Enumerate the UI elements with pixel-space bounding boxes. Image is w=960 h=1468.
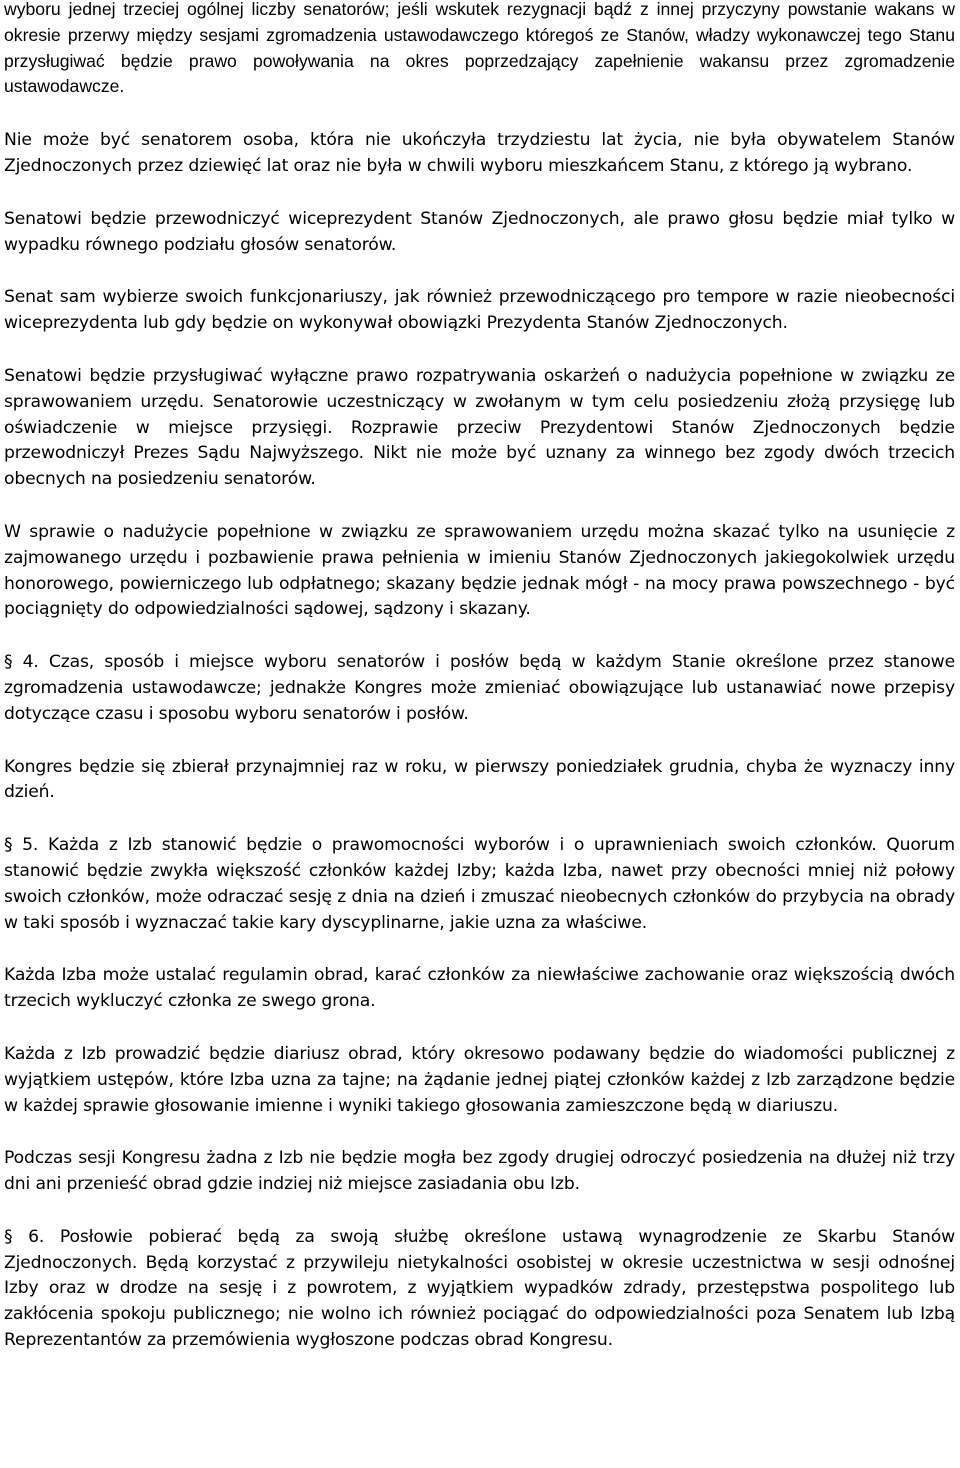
paragraph-gap (4, 100, 955, 127)
paragraph-gap (4, 1198, 955, 1225)
paragraph-gap (4, 493, 955, 520)
section-6-paragraph: § 6. Posłowie pobierać będą za swoją służbę określone ustawą wynagrodzenie ze Skarbu Stanów Zjednoczonych. Będą korzystać z przywileju nietykalności osobistej w okresie uczestnictwa w sesji odnośnej Izby oraz w drodze na sesję i z powrotem, z wyjątkiem wypadków zdrady, przestępstwa pospolitego lub zakłócenia spokoju publicznego; nie wolno ich również pociągać do odpowiedzialności poza Senatem lub Izbą Reprezentantów za przemówienia wygłoszone podczas obrad Kongresu. (4, 1226, 955, 1351)
paragraph-gap (4, 806, 955, 833)
paragraph-gap (4, 728, 955, 755)
paragraph-gap (4, 623, 955, 650)
paragraph-8: Kongres będzie się zbierał przynajmniej raz w roku, w pierwszy poniedziałek grudnia, chyba że wyznaczy inny dzień. (4, 756, 955, 803)
paragraph-4: Senat sam wybierze swoich funkcjonariuszy, jak również przewodniczącego pro tempore w razie nieobecności wiceprezydenta lub gdy będzie on wykonywał obowiązki Prezydenta Stanów Zjednoczonych. (4, 287, 955, 334)
section-5-paragraph: § 5. Każda z Izb stanowić będzie o prawomocności wyborów i o uprawnieniach swoich członków. Quorum stanowić będzie zwykła większość członków każdej Izby; każda Izba, nawet przy obecności mniej niż połowy swoich członków, może odraczać sesję z dnia na dzień i zmuszać nieobecnych członków do przybycia na obrady w taki sposób i wyznaczać takie kary dyscyplinarne, jakie uzna za właściwe. (4, 835, 955, 933)
paragraph-5: Senatowi będzie przysługiwać wyłączne prawo rozpatrywania oskarżeń o nadużycia popełnione w związku ze sprawowaniem urzędu. Senatorowie uczestniczący w zwołanym w tym celu posiedzeniu złożą przysięgę lub oświadczenie w miejsce przysięgi. Rozprawie przeciw Prezydentowi Stanów Zjednoczonych będzie przewodniczył Prezes Sądu Najwyższego. Nikt nie może być uznany za winnego bez zgody dwóch trzecich obecnych na posiedzeniu senatorów. (4, 365, 955, 490)
paragraph-3: Senatowi będzie przewodniczyć wiceprezydent Stanów Zjednoczonych, ale prawo głosu będzie miał tylko w wypadku równego podziału głosów senatorów. (4, 208, 955, 255)
paragraph-10: Każda Izba może ustalać regulamin obrad, karać członków za niewłaściwe zachowanie oraz większością dwóch trzecich wykluczyć członka ze swego grona. (4, 965, 955, 1012)
paragraph-gap (4, 1119, 955, 1146)
paragraph-11: Każda z Izb prowadzić będzie diariusz obrad, który okresowo podawany będzie do wiadomości publicznej z wyjątkiem ustępów, które Izba uzna za tajne; na żądanie jednej piątej członków każdej z Izb zarządzone będzie w każdej sprawie głosowanie imienne i wyniki takiego głosowania zamieszczone będą w diariuszu. (4, 1043, 955, 1116)
section-4-paragraph: § 4. Czas, sposób i miejsce wyboru senatorów i posłów będą w każdym Stanie określone przez stanowe zgromadzenia ustawodawcze; jednakże Kongres może zmieniać obowiązujące lub ustanawiać nowe przepisy dotyczące czasu i sposobu wyboru senatorów i posłów. (4, 652, 955, 724)
paragraph-2: Nie może być senatorem osoba, która nie ukończyła trzydziestu lat życia, nie była obywatelem Stanów Zjednoczonych przez dziewięć lat oraz nie była w chwili wyboru mieszkańcem Stanu, z którego ją wybrano. (4, 130, 955, 176)
paragraph-gap (4, 180, 955, 207)
paragraph-gap (4, 258, 955, 285)
document-page (4, 0, 955, 1354)
paragraph-gap (4, 936, 955, 963)
paragraph-1: wyboru jednej trzeciej ogólnej liczby senatorów; jeśli wskutek rezygnacji bądź z innej przyczyny powstanie wakans w okresie przerwy między sesjami zgromadzenia ustawodawczego któregoś ze Stanów, władzy wykonawczej tego Stanu przysługiwać będzie prawo powoływania na okres poprzedzający zapełnienie wakansu przez zgromadzenie ustawodawcze. (4, 0, 955, 97)
paragraph-gap (4, 1015, 955, 1042)
paragraph-gap (4, 337, 955, 364)
paragraph-12: Podczas sesji Kongresu żadna z Izb nie będzie mogła bez zgody drugiej odroczyć posiedzenia na dłużej niż trzy dni ani przenieść obrad gdzie indziej niż miejsce zasiadania obu Izb. (4, 1148, 955, 1195)
paragraph-6: W sprawie o nadużycie popełnione w związku ze sprawowaniem urzędu można skazać tylko na usunięcie z zajmowanego urzędu i pozbawienie prawa pełnienia w imieniu Stanów Zjednoczonych jakiegokolwiek urzędu honorowego, powierniczego lub odpłatnego; skazany będzie jednak mógł - na mocy prawa powszechnego - być pociągnięty do odpowiedzialności sądowej, sądzony i skazany. (4, 521, 955, 620)
